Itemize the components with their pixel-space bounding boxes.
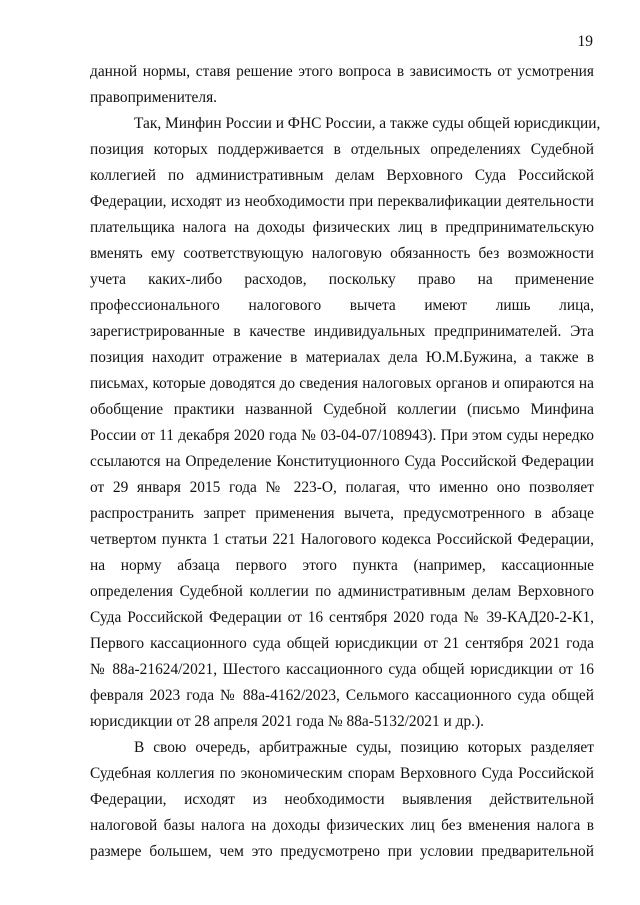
text-line: Первого кассационного суда общей юрисдикции от 21 сентября 2021 года	[90, 635, 594, 652]
text-line: позиция которых поддерживается в отдельных определениях Судебной	[90, 141, 594, 158]
text-line: учета каких-либо расходов, поскольку право на применение	[90, 271, 594, 288]
text-line: размере большем, чем это предусмотрено при условии предварительной	[90, 843, 594, 860]
text-line: распространить запрет применения вычета, предусмотренного в абзаце	[90, 505, 594, 522]
text-line: данной нормы, ставя решение этого вопроса в зависимость от усмотрения	[90, 63, 594, 80]
text-line: позиция находит отражение в материалах дела Ю.М.Бужина, а также в	[90, 349, 594, 366]
text-line: февраля 2023 года № 88а-4162/2023, Сельмого кассационного суда общей	[90, 687, 594, 704]
text-line: письмах, которые доводятся до сведения налоговых органов и опираются на	[90, 375, 594, 392]
text-line: юрисдикции от 28 апреля 2021 года № 88а-5132/2021 и др.).	[90, 713, 484, 730]
text-line: России от 11 декабря 2020 года № 03-04-07/108943). При этом суды нередко	[90, 427, 594, 444]
text-line: коллегией по административным делам Верховного Суда Российской	[90, 167, 594, 184]
text-line: зарегистрированные в качестве индивидуальных предпринимателей. Эта	[90, 323, 594, 340]
text-line: определения Судебной коллегии по административным делам Верховного	[90, 583, 594, 600]
text-line: правоприменителя.	[90, 89, 217, 106]
text-line: плательщика налога на доходы физических лиц в предпринимательскую	[90, 219, 594, 236]
text-line: обобщение практики названной Судебной коллегии (письмо Минфина	[90, 401, 594, 418]
text-line: профессионального налогового вычета имеют лишь лица,	[90, 297, 594, 314]
text-line: четвертом пункта 1 статьи 221 Налогового кодекса Российской Федерации,	[90, 531, 594, 548]
text-line: на норму абзаца первого этого пункта (например, кассационные	[90, 557, 594, 574]
text-line: Суда Российской Федерации от 16 сентября 2020 года № 39-КАД20-2-К1,	[90, 609, 594, 626]
text-line: вменять ему соответствующую налоговую обязанность без возможности	[90, 245, 594, 262]
text-line: от 29 января 2015 года № 223-О, полагая, что именно оно позволяет	[90, 479, 594, 496]
text-line: ссылаются на Определение Конституционного Суда Российской Федерации	[90, 453, 594, 470]
text-line: Федерации, исходят из необходимости выявления действительной	[90, 791, 594, 808]
text-line: налоговой базы налога на доходы физических лиц без вменения налога в	[90, 817, 594, 834]
page-number: 19	[577, 33, 593, 50]
paragraph-first-line: Так, Минфин России и ФНС России, а также суды общей юрисдикции,	[134, 115, 601, 132]
text-line: № 88а-21624/2021, Шестого кассационного суда общей юрисдикции от 16	[90, 661, 594, 678]
text-line: Федерации, исходят из необходимости при переквалификации деятельности	[90, 193, 594, 210]
paragraph-first-line: В свою очередь, арбитражные суды, позицию которых разделяет	[134, 739, 594, 756]
text-line: Судебная коллегия по экономическим спорам Верховного Суда Российской	[90, 765, 594, 782]
